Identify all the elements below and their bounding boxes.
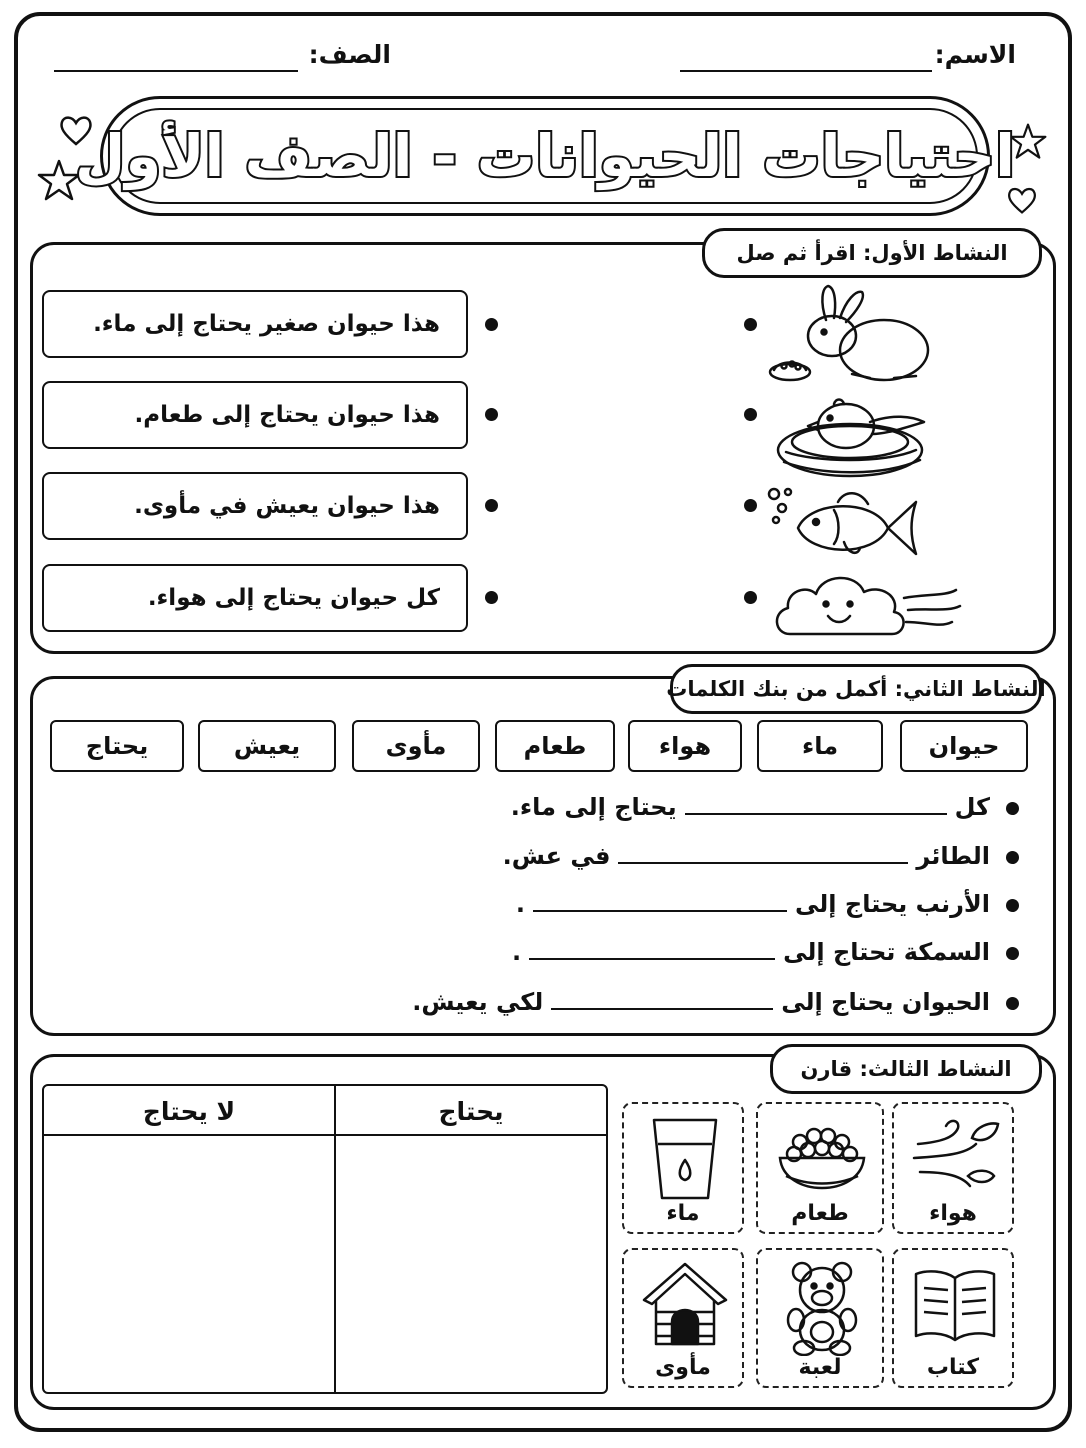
needs-column-dropzone[interactable] — [336, 1138, 606, 1392]
bullet-5 — [1006, 997, 1019, 1010]
sort-table — [42, 1084, 608, 1394]
activity1-tab: النشاط الأول: اقرأ ثم صل — [702, 228, 1042, 278]
blank-3[interactable] — [533, 910, 787, 912]
card-food-label: طعام — [791, 1201, 849, 1226]
activity3-tab: النشاط الثالث: قارن — [770, 1044, 1042, 1094]
card-water-label: ماء — [666, 1201, 700, 1226]
class-input-line[interactable] — [54, 70, 298, 72]
activity1-sentence-4: كل حيوان يحتاج إلى هواء. — [42, 564, 468, 632]
doghouse-icon — [640, 1260, 730, 1350]
not-needs-column-header: لا يحتاج — [142, 1096, 236, 1126]
not-needs-column-dropzone[interactable] — [44, 1138, 334, 1392]
card-water[interactable] — [622, 1102, 744, 1234]
activity1-sentence-2: هذا حيوان يحتاج إلى طعام. — [42, 381, 468, 449]
wind-leaf-icon — [910, 1114, 1000, 1200]
card-air[interactable] — [892, 1102, 1014, 1234]
word-bank-item-7[interactable]: يحتاج — [50, 720, 184, 772]
bird-in-nest-icon — [774, 392, 934, 484]
match-dot-sentence-4[interactable] — [485, 591, 498, 604]
blank-1[interactable] — [685, 813, 947, 815]
needs-column-header: يحتاج — [438, 1096, 504, 1126]
book-icon — [910, 1260, 1000, 1346]
blank-2[interactable] — [618, 862, 908, 864]
match-dot-picture-2[interactable] — [744, 408, 757, 421]
bullet-1 — [1006, 802, 1019, 815]
card-air-label: هواء — [929, 1201, 977, 1226]
activity1-sentence-1: هذا حيوان صغير يحتاج إلى ماء. — [42, 290, 468, 358]
water-glass-icon — [640, 1114, 730, 1200]
title-banner — [74, 96, 1016, 216]
match-dot-picture-1[interactable] — [744, 318, 757, 331]
cloud-wind-icon — [770, 568, 964, 642]
activity1-sentence-3: هذا حيوان يعيش في مأوى. — [42, 472, 468, 540]
activity2-tab: النشاط الثاني: أكمل من بنك الكلمات — [670, 664, 1042, 714]
food-bowl-icon — [774, 1114, 870, 1200]
card-book[interactable] — [892, 1248, 1014, 1388]
word-bank-item-2[interactable]: ماء — [757, 720, 883, 772]
word-bank-item-6[interactable]: يعيش — [198, 720, 336, 772]
word-bank-item-5[interactable]: مأوى — [352, 720, 480, 772]
card-food[interactable] — [756, 1102, 884, 1234]
rabbit-icon — [766, 282, 936, 386]
card-toy-label: لعبة — [798, 1355, 842, 1380]
fill-sentence-1: كل يحتاج إلى ماء. — [510, 793, 990, 821]
page-title: احتياجات الحيوانات - الصف الأول — [74, 122, 1016, 190]
blank-4[interactable] — [529, 958, 775, 960]
word-bank-item-3[interactable]: هواء — [628, 720, 742, 772]
card-book-label: كتاب — [926, 1355, 980, 1380]
card-shelter[interactable] — [622, 1248, 744, 1388]
fill-sentence-3: الأرنب يحتاج إلى . — [515, 890, 990, 918]
class-label: الصف: — [308, 40, 391, 69]
card-toy[interactable] — [756, 1248, 884, 1388]
blank-5[interactable] — [551, 1008, 773, 1010]
card-shelter-label: مأوى — [655, 1355, 711, 1380]
name-input-line[interactable] — [680, 70, 932, 72]
name-label: الاسم: — [934, 40, 1016, 69]
match-dot-sentence-3[interactable] — [485, 499, 498, 512]
word-bank-item-4[interactable]: طعام — [495, 720, 615, 772]
match-dot-sentence-2[interactable] — [485, 408, 498, 421]
bullet-3 — [1006, 899, 1019, 912]
bullet-2 — [1006, 851, 1019, 864]
fish-icon — [764, 484, 924, 570]
match-dot-picture-3[interactable] — [744, 499, 757, 512]
fill-sentence-4: السمكة تحتاج إلى . — [511, 938, 990, 966]
match-dot-sentence-1[interactable] — [485, 318, 498, 331]
teddy-bear-icon — [774, 1260, 870, 1356]
match-dot-picture-4[interactable] — [744, 591, 757, 604]
bullet-4 — [1006, 947, 1019, 960]
word-bank-item-1[interactable]: حيوان — [900, 720, 1028, 772]
fill-sentence-5: الحيوان يحتاج إلى لكي يعيش. — [412, 988, 990, 1016]
fill-sentence-2: الطائر في عش. — [502, 842, 990, 870]
